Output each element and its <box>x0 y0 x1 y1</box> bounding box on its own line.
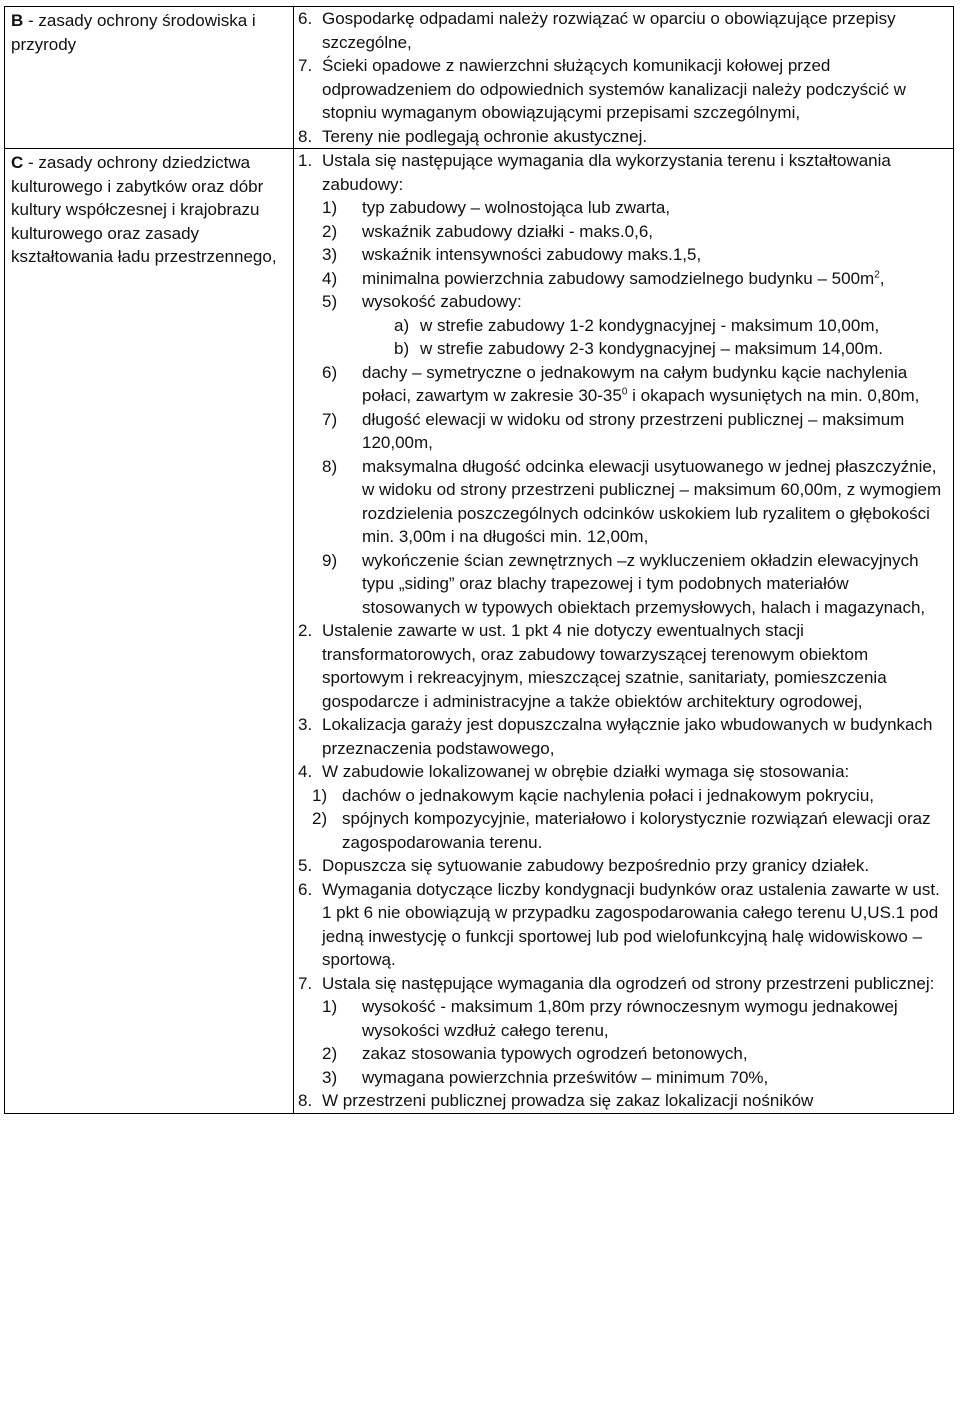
sub-item: 1) dachów o jednakowym kącie nachylenia połaci i jednakowym pokryciu, <box>312 785 874 805</box>
list-item: 7. Ustala się następujące wymagania dla ogrodzeń od strony przestrzeni publicznej: <box>298 973 935 993</box>
sub-item: 3) wskaźnik intensywności zabudowy maks.1,5, <box>322 245 702 264</box>
sub-item: 3) wymagana powierzchnia prześwitów – minimum 70%, <box>322 1067 769 1087</box>
sub-item: 6) dachy – symetryczne o jednakowym na całym budynku kącie nachylenia połaci, zawartym w zakresie $30-35^0$ i okapach wysuniętych na min. 0,80m, <box>322 362 920 405</box>
row-b <box>5 7 954 149</box>
row-c-label: C - zasady ochrony dziedzictwa kulturowego i zabytków oraz dóbr kultury współczesnej i krajobrazu kulturowego oraz zasady kształtowania ładu przestrzennego, <box>5 149 294 1114</box>
row-b-label: B - zasady ochrony środowiska i przyrody <box>5 7 294 149</box>
document-page <box>4 6 954 1114</box>
sub-item: 4) minimalna powierzchnia zabudowy samodzielnego budynku – $500m^2$, <box>322 268 885 288</box>
sub-item: 9) wykończenie ścian zewnętrznych –z wykluczeniem okładzin elewacyjnych typu „siding” oraz blachy trapezowej i tym podobnych materiałów stosowanych w typowych obiektach przemysłowych, halach i magazynach, <box>322 550 926 617</box>
list-item: 8. Tereny nie podlegają ochronie akustycznej. <box>298 126 648 146</box>
sub-item: 8) maksymalna długość odcinka elewacji usytuowanego w jednej płaszczyźnie, w widoku od strony przestrzeni publicznej – maksimum 60,00m, z wymogiem rozdzielenia poszczególnych odcinków uskokiem lub ryzalitem o głębokości min. 3,00m i na długości min. 12,00m, <box>322 456 942 546</box>
sub-sub-item: b) w strefie zabudowy 2-3 kondygnacyjnej – maksimum 14,00m. <box>394 339 883 358</box>
list-item: 3. Lokalizacja garaży jest dopuszczalna wyłącznie jako wbudowanych w budynkach przeznaczenia podstawowego, <box>298 715 933 758</box>
sub-item: 1) wysokość - maksimum 1,80m przy równoczesnym wymogu jednakowej wysokości wzdłuż całego terenu, <box>322 997 898 1040</box>
list-item: 1. Ustala się następujące wymagania dla wykorzystania terenu i kształtowania zabudowy: <box>298 151 891 194</box>
list-item: 8. W przestrzeni publicznej prowadza się zakaz lokalizacji nośników <box>298 1091 814 1110</box>
list-item: 5. Dopuszcza się sytuowanie zabudowy bezpośrednio przy granicy działek. <box>298 856 870 875</box>
list-item: 6. Gospodarkę odpadami należy rozwiązać w oparciu o obowiązujące przepisy szczególne, <box>298 9 896 52</box>
sub-item: 1) typ zabudowy – wolnostojąca lub zwarta, <box>322 198 671 217</box>
sub-item: 5) wysokość zabudowy: <box>322 292 522 311</box>
row-c <box>5 149 954 1114</box>
list-item: 6. Wymagania dotyczące liczby kondygnacji budynków oraz ustalenia zawarte w ust. 1 pkt 6 nie obowiązują w przypadku zagospodarowania całego terenu U,US.1 pod jedną inwestycję o funkcji sportowej lub pod wielofunkcyjną halę widowiskowo – sportową. <box>298 879 940 969</box>
list-item: 2. Ustalenie zawarte w ust. 1 pkt 4 nie dotyczy ewentualnych stacji transformatorowych, oraz zabudowy towarzyszącej terenowym obiektom sportowym i rekreacyjnym, mieszczącej szatnie, sanitariaty, pomieszczenia gospodarcze i administracyjne a także obiektów architektury ogrodowej, <box>298 621 887 711</box>
row-b-content <box>294 7 954 149</box>
sub-item: 2) wskaźnik zabudowy działki - maks.0,6, <box>322 221 654 241</box>
list-item: 7. Ścieki opadowe z nawierzchni służących komunikacji kołowej przed odprowadzeniem do odpowiednich systemów kanalizacji należy podczyścić w stopniu wymaganym obowiązującymi przepisami szczególnymi, <box>298 56 906 122</box>
sub-sub-item: a) w strefie zabudowy 1-2 kondygnacyjnej - maksimum 10,00m, <box>394 315 880 335</box>
sub-item: 7) długość elewacji w widoku od strony przestrzeni publicznej – maksimum 120,00m, <box>322 409 905 452</box>
row-c-content <box>294 149 954 1114</box>
list-item: 4. W zabudowie lokalizowanej w obrębie działki wymaga się stosowania: <box>298 762 850 781</box>
sub-item: 2) spójnych kompozycyjnie, materiałowo i kolorystycznie rozwiązań elewacji oraz zagospodarowania terenu. <box>312 809 931 852</box>
regulation-table <box>4 6 954 1114</box>
sub-item: 2) zakaz stosowania typowych ogrodzeń betonowych, <box>322 1044 748 1063</box>
